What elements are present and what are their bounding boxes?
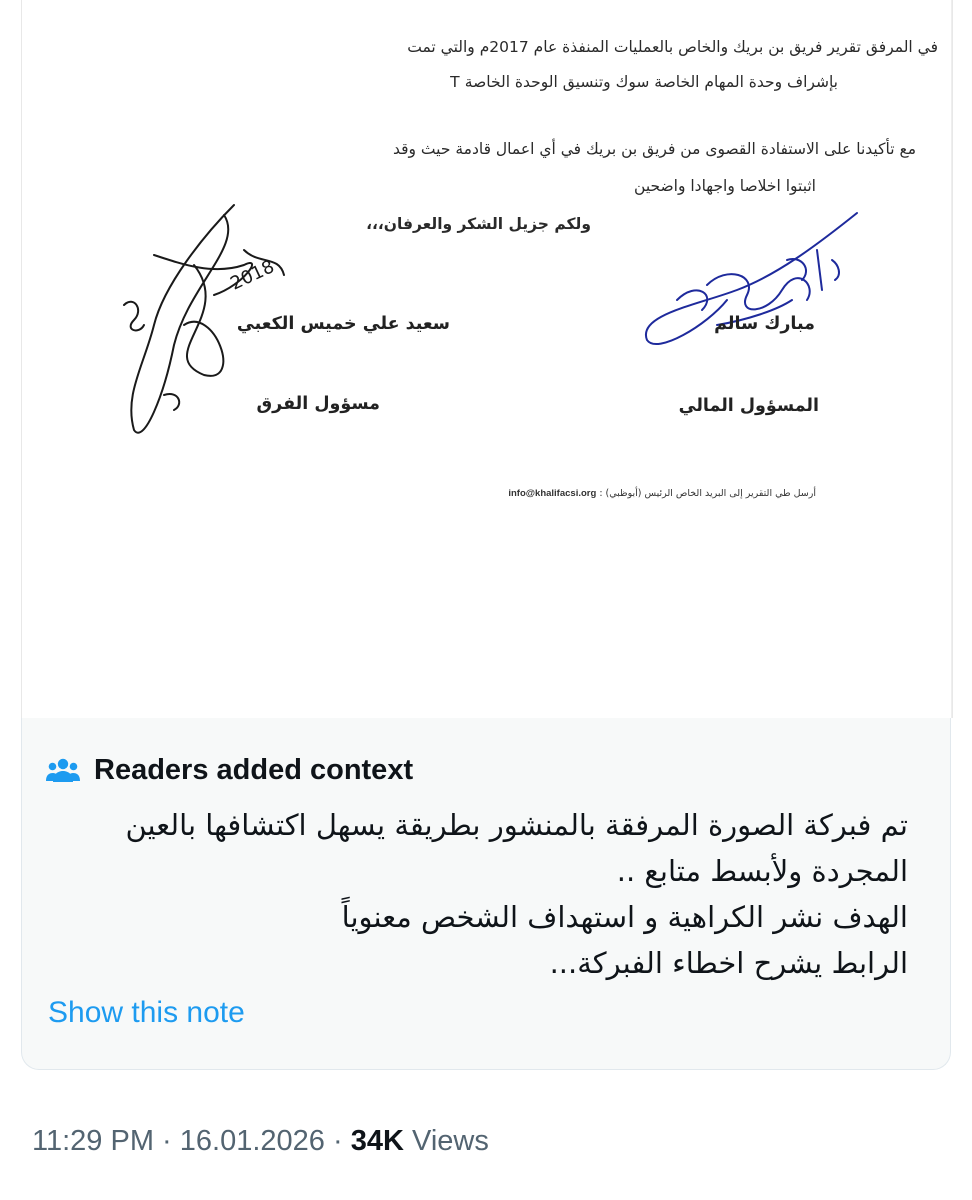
note-body bbox=[48, 802, 908, 986]
document-border bbox=[951, 0, 953, 718]
people-icon bbox=[46, 757, 80, 783]
note-line-1: تم فبركة الصورة المرفقة بالمنشور بطريقة يسهل اكتشافها بالعين bbox=[125, 808, 908, 842]
tweet-date[interactable]: 16.01.2026 bbox=[179, 1125, 325, 1157]
handwritten-signature-right bbox=[617, 205, 867, 365]
tweet-time[interactable]: 11:29 PM bbox=[32, 1125, 154, 1157]
note-line-3: الهدف نشر الكراهية و استهداف الشخص معنوياً bbox=[341, 900, 908, 934]
note-header bbox=[46, 752, 413, 788]
views-label[interactable]: Views bbox=[412, 1125, 489, 1157]
svg-text:2018: 2018 bbox=[227, 256, 278, 295]
note-line-4: الرابط يشرح اخطاء الفبركة... bbox=[549, 946, 908, 980]
document-image[interactable] bbox=[21, 0, 953, 718]
paragraph-1-line-1: في المرفق تقرير فريق بن بريك والخاص بالعمليات المنفذة عام 2017م والتي تمت bbox=[407, 38, 938, 56]
signatory-right-title: المسؤول المالي bbox=[678, 396, 819, 416]
paragraph-2-line-1: مع تأكيدنا على الاستفادة القصوى من فريق بن بريك في أي اعمال قادمة حيث وقد bbox=[392, 140, 916, 158]
views-count[interactable]: 34K bbox=[350, 1125, 404, 1157]
note-line-2: المجردة ولأبسط متابع .. bbox=[616, 854, 908, 888]
footer-text: أرسل طي التقرير إلى البريد الخاص الرئيس (أبوظبي) : bbox=[599, 488, 816, 499]
meta-separator: · bbox=[162, 1125, 172, 1157]
signatory-left-title: مسؤول الفرق bbox=[256, 394, 380, 414]
meta-separator: · bbox=[333, 1125, 343, 1157]
footer-email: info@khalifacsi.org bbox=[508, 488, 597, 499]
closing-line: ولكم جزيل الشكر والعرفان،،، bbox=[366, 215, 591, 233]
tweet-meta bbox=[32, 1125, 489, 1158]
signatory-right-name: مبارك سالم bbox=[714, 314, 815, 334]
footer-line bbox=[508, 488, 816, 499]
signatory-left-name: سعيد علي خميس الكعبي bbox=[236, 314, 450, 334]
paragraph-2-line-2: اثبتوا اخلاصا واجهادا واضحين bbox=[634, 177, 816, 195]
cropped-text-fragment bbox=[347, 0, 427, 8]
community-note-card[interactable] bbox=[21, 718, 951, 1070]
paragraph-1-line-2: بإشراف وحدة المهام الخاصة سوك وتنسيق الوحدة الخاصة T bbox=[450, 73, 838, 91]
note-title: Readers added context bbox=[94, 753, 414, 786]
show-this-note-link[interactable]: Show this note bbox=[48, 996, 245, 1029]
